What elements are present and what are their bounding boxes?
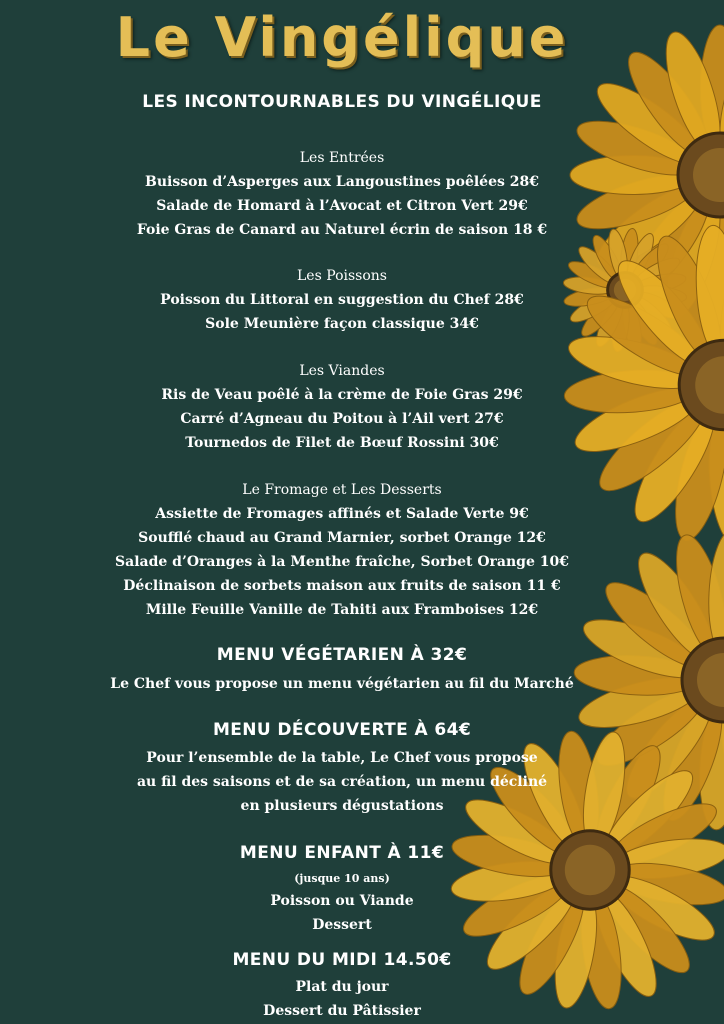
menu-line: Plat du jour [295,979,389,995]
dish-item: Mille Feuille Vanille de Tahiti aux Framboises 12€ [145,602,539,618]
dish-item: Soufflé chaud au Grand Marnier, sorbet Orange 12€ [138,530,546,546]
menu-vegetarien [0,672,684,696]
dish-item: Tournedos de Filet de Bœuf Rossini 30€ [185,435,499,451]
menu-note: (jusque 10 ans) [294,872,390,885]
dish-item: Sole Meunière façon classique 34€ [205,316,479,332]
menu-line: Le Chef vous propose un menu végétarien au fil du Marché [110,676,574,692]
dish-item: Assiette de Fromages affinés et Salade Verte 9€ [155,506,529,522]
menu-line: au fil des saisons et de sa création, un menu décliné [136,774,548,790]
menu-enfant [0,869,684,937]
restaurant-title: Le Vingélique [115,6,569,69]
dish-item: Ris de Veau poêlé à la crème de Foie Gras 29€ [161,387,523,403]
category-title: Le Fromage et Les Desserts [242,482,442,498]
menu-line: Dessert [312,917,372,933]
menu-vegetarien-heading: MENU VÉGÉTARIEN À 32€ [216,645,468,665]
dish-item: Foie Gras de Canard au Naturel écrin de saison 18 € [136,222,548,238]
dish-item: Déclinaison de sorbets maison aux fruits de saison 11 € [123,578,561,594]
dish-item: Salade d’Oranges à la Menthe fraîche, Sorbet Orange 10€ [115,554,569,570]
section-entrees [0,146,684,242]
section-fromage-desserts [0,478,684,622]
menu-line: Poisson ou Viande [270,893,414,909]
dish-item: Poisson du Littoral en suggestion du Chef 28€ [160,292,524,308]
menu-decouverte-heading: MENU DÉCOUVERTE À 64€ [212,720,472,740]
dish-item: Buisson d’Asperges aux Langoustines poêlées 28€ [145,174,539,190]
dish-item: Carré d’Agneau du Poitou à l’Ail vert 27€ [180,411,504,427]
dish-item: Salade de Homard à l’Avocat et Citron Vert 29€ [156,198,528,214]
menu-midi [0,975,684,1023]
section-viandes [0,359,684,455]
section-poissons [0,264,684,336]
menu-midi-heading: MENU DU MIDI 14.50€ [232,950,452,970]
headline: LES INCONTOURNABLES DU VINGÉLIQUE [142,92,542,112]
menu-decouverte [0,746,684,818]
menu-line: en plusieurs dégustations [240,798,444,814]
menu-line: Dessert du Pâtissier [263,1003,421,1019]
category-title: Les Poissons [297,268,387,284]
category-title: Les Entrées [299,150,385,166]
menu-enfant-heading: MENU ENFANT À 11€ [239,843,445,863]
category-title: Les Viandes [299,363,385,379]
menu-line: Pour l’ensemble de la table, Le Chef vous propose [146,750,538,766]
